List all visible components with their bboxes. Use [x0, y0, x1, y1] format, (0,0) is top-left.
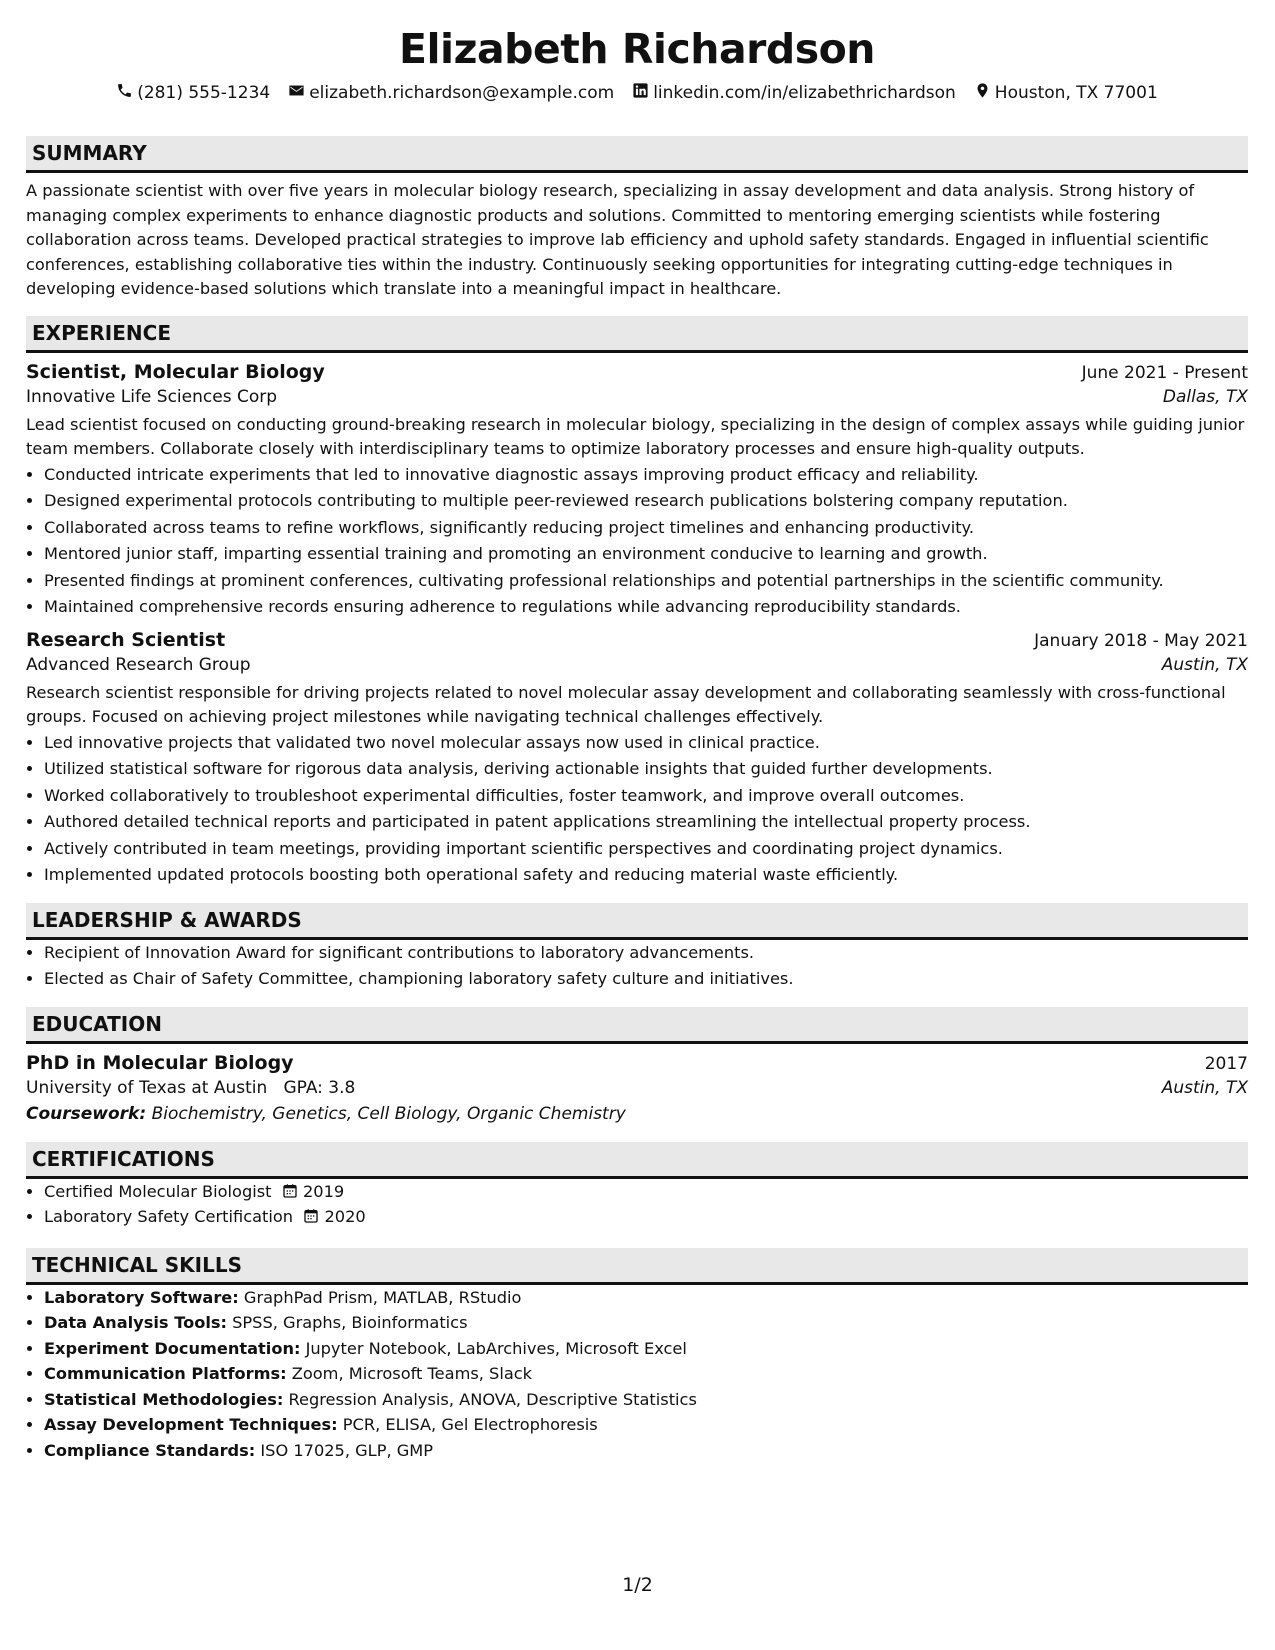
- list-item: • Presented findings at prominent conferences, cultivating professional relationships and potential partnerships in the scientific community.: [44, 568, 1248, 595]
- list-item: • Conducted intricate experiments that led to innovative diagnostic assays improving product efficacy and reliability.: [44, 462, 1248, 489]
- list-item: [44, 1310, 1248, 1336]
- job-description: Research scientist responsible for driving projects related to novel molecular assay development and collaborating seamlessly with cross-functional groups. Focused on achieving project milestones while navigating technical challenges effectively.: [26, 682, 1226, 726]
- skill-label: Compliance Standards:: [44, 1440, 256, 1460]
- page-number: 1/2: [622, 1574, 653, 1596]
- list-item: • Elected as Chair of Safety Committee, championing laboratory safety culture and initiatives.: [44, 966, 1248, 993]
- contact-phone[interactable]: [116, 82, 270, 104]
- skill-label: Statistical Methodologies:: [44, 1389, 284, 1409]
- section-summary-title: SUMMARY: [26, 136, 1248, 173]
- degree-title: PhD in Molecular Biology: [26, 1051, 294, 1074]
- linkedin-text: linkedin.com/in/elizabethrichardson: [653, 83, 956, 103]
- list-item: • Implemented updated protocols boosting both operational safety and reducing material waste efficiently.: [44, 862, 1248, 889]
- skill-label: Data Analysis Tools:: [44, 1313, 227, 1332]
- cert-name: Laboratory Safety Certification: [44, 1207, 294, 1226]
- list-item: [44, 1361, 1248, 1387]
- list-item: • Maintained comprehensive records ensuring adherence to regulations while advancing reproducibility standards.: [44, 594, 1248, 621]
- coursework: [26, 1104, 1248, 1124]
- graduation-year: 2017: [1204, 1053, 1248, 1074]
- school-location: Austin, TX: [1161, 1077, 1248, 1098]
- phone-icon: [116, 82, 133, 104]
- list-item: • Collaborated across teams to refine workflows, significantly reducing project timelines and enhancing productivity.: [44, 515, 1248, 542]
- candidate-name: Elizabeth Richardson: [399, 25, 875, 73]
- leadership-bullets: [26, 940, 1248, 993]
- skill-value: GraphPad Prism, MATLAB, RStudio: [243, 1287, 522, 1307]
- list-item: [44, 1387, 1248, 1413]
- list-item: • Recipient of Innovation Award for significant contributions to laboratory advancements.: [44, 940, 1248, 967]
- summary-text: A passionate scientist with over five years in molecular biology research, specializing in assay development and data analysis. Strong history of managing complex experiments to enhance diagnostic products and solutions. Committed to mentoring emerging scientists while fostering collaboration across teams. Developed practical strategies to improve lab efficiency and uphold safety standards. Engaged in influential scientific conferences, establishing collaborative ties within the industry. Continuously seeking opportunities for integrating cutting-edge techniques in developing evidence-based solutions which translate into a meaningful impact in healthcare.: [26, 181, 1209, 298]
- job-date: June 2021 - Present: [1081, 362, 1248, 383]
- list-item: • Mentored junior staff, imparting essential training and promoting an environment conducive to learning and growth.: [44, 541, 1248, 568]
- list-item: • Authored detailed technical reports and participated in patent applications streamlining the intellectual property process.: [44, 809, 1248, 836]
- job-company: Advanced Research Group: [26, 654, 251, 675]
- cert-year: 2019: [302, 1181, 345, 1201]
- job-entry: [26, 629, 1248, 889]
- location-text: Houston, TX 77001: [994, 83, 1158, 103]
- cert-year: 2020: [324, 1207, 366, 1226]
- skill-value: Jupyter Notebook, LabArchives, Microsoft Excel: [305, 1338, 687, 1358]
- list-item: [44, 1179, 1248, 1205]
- list-item: [44, 1285, 1248, 1311]
- list-item: [44, 1412, 1248, 1438]
- skill-value: Zoom, Microsoft Teams, Slack: [291, 1364, 533, 1383]
- list-item: • Worked collaboratively to troubleshoot experimental difficulties, foster teamwork, and improve overall outcomes.: [44, 783, 1248, 810]
- calendar-icon: [303, 1207, 319, 1226]
- section-leadership-title: LEADERSHIP & AWARDS: [26, 903, 1248, 940]
- job-title: Scientist, Molecular Biology: [26, 360, 325, 383]
- skill-value: PCR, ELISA, Gel Electrophoresis: [342, 1415, 598, 1434]
- job-location: Dallas, TX: [1162, 386, 1248, 407]
- linkedin-icon: [632, 82, 649, 104]
- list-item: • Led innovative projects that validated two novel molecular assays now used in clinical practice.: [44, 730, 1248, 757]
- list-item: • Utilized statistical software for rigorous data analysis, deriving actionable insights that guided further developments.: [44, 756, 1248, 783]
- job-bullets: [26, 462, 1248, 621]
- school-name: University of Texas at Austin: [26, 1077, 268, 1098]
- education-entry: [26, 1052, 1248, 1124]
- section-experience-title: EXPERIENCE: [26, 316, 1248, 353]
- coursework-list: Biochemistry, Genetics, Cell Biology, Organic Chemistry: [151, 1103, 626, 1124]
- list-item: • Designed experimental protocols contributing to multiple peer-reviewed research publications bolstering company reputation.: [44, 488, 1248, 515]
- section-education-title: EDUCATION: [26, 1007, 1248, 1044]
- certifications-list: [26, 1179, 1248, 1230]
- map-pin-icon: [974, 82, 991, 104]
- skill-label: Assay Development Techniques:: [44, 1415, 338, 1434]
- resume-page: [26, 0, 1248, 1463]
- skill-value: SPSS, Graphs, Bioinformatics: [232, 1313, 468, 1332]
- section-certifications-title: CERTIFICATIONS: [26, 1142, 1248, 1179]
- skill-label: Communication Platforms:: [44, 1364, 287, 1383]
- skill-label: Experiment Documentation:: [44, 1338, 301, 1358]
- contact-email[interactable]: [288, 82, 614, 104]
- job-title: Research Scientist: [26, 628, 226, 651]
- coursework-label: Coursework:: [26, 1103, 147, 1124]
- job-description: Lead scientist focused on conducting ground-breaking research in molecular biology, specializing in the design of complex assays while guiding junior team members. Collaborate closely with interdisciplinary teams to optimize laboratory processes and ensure high-quality outputs.: [26, 414, 1245, 458]
- list-item: [44, 1336, 1248, 1362]
- contact-location: [974, 82, 1158, 104]
- gpa: GPA: 3.8: [283, 1077, 356, 1098]
- job-bullets: [26, 730, 1248, 889]
- cert-name: Certified Molecular Biologist: [44, 1181, 272, 1201]
- skill-value: ISO 17025, GLP, GMP: [260, 1440, 434, 1460]
- contact-bar: [26, 80, 1248, 106]
- list-item: [44, 1438, 1248, 1464]
- skills-list: [26, 1285, 1248, 1464]
- envelope-icon: [288, 82, 305, 104]
- phone-text: (281) 555-1234: [137, 83, 271, 103]
- contact-linkedin[interactable]: [632, 82, 956, 104]
- list-item: • Actively contributed in team meetings, providing important scientific perspectives and coordinating project dynamics.: [44, 836, 1248, 863]
- email-text: elizabeth.richardson@example.com: [309, 83, 615, 103]
- list-item: [44, 1204, 1248, 1230]
- section-skills-title: TECHNICAL SKILLS: [26, 1248, 1248, 1285]
- calendar-icon: [282, 1182, 298, 1201]
- job-entry: [26, 361, 1248, 621]
- job-date: January 2018 - May 2021: [1034, 630, 1248, 651]
- job-company: Innovative Life Sciences Corp: [26, 386, 278, 407]
- skill-value: Regression Analysis, ANOVA, Descriptive Statistics: [288, 1389, 697, 1409]
- skill-label: Laboratory Software:: [44, 1287, 239, 1307]
- job-location: Austin, TX: [1161, 654, 1248, 675]
